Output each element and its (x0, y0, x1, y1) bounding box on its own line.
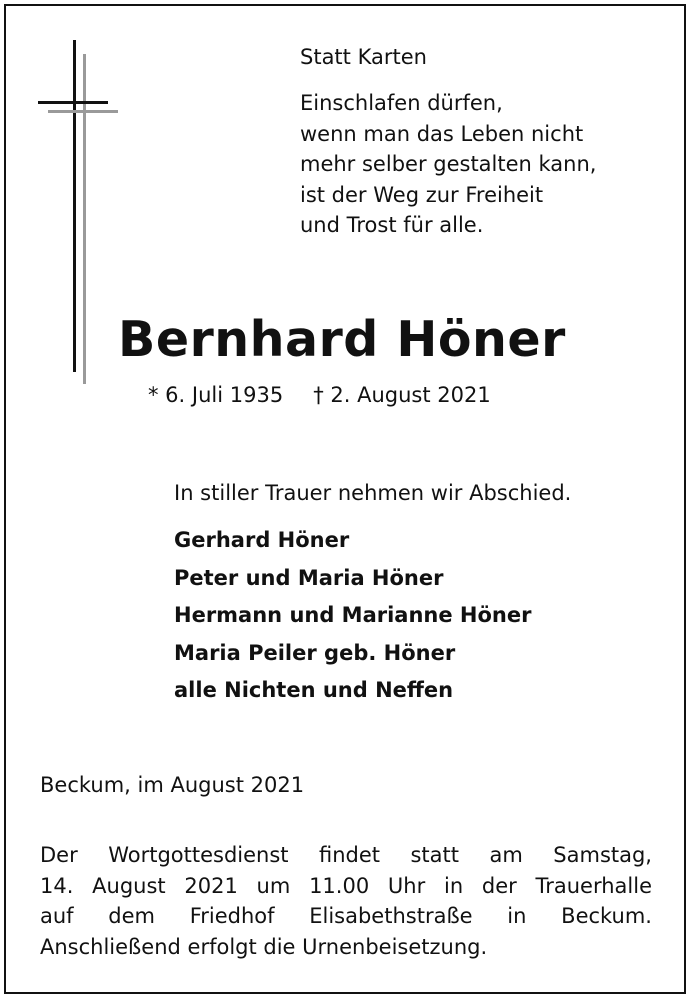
mourners-list (174, 522, 531, 710)
poem-line: ist der Weg zur Freiheit (300, 182, 544, 207)
mourner-entry: Hermann und Marianne Höner (174, 603, 532, 627)
mourner-entry: Maria Peiler geb. Höner (174, 640, 456, 665)
service-line: Der Wortgottesdienst findet statt am Samstag, (40, 843, 652, 867)
poem-line: Einschlafen dürfen, (300, 91, 503, 115)
deceased-name: Bernhard Höner (118, 311, 566, 368)
cross-horizontal-gray-bar (48, 110, 118, 113)
service-info (40, 840, 652, 962)
mourning-intro: In stiller Trauer nehmen wir Abschied. (174, 481, 572, 505)
mourner-entry: alle Nichten und Neffen (174, 678, 454, 702)
poem-line: wenn man das Leben nicht (300, 121, 584, 146)
poem (300, 88, 596, 241)
cross-horizontal-black-bar (38, 101, 108, 104)
poem-line: und Trost für alle. (300, 213, 484, 237)
poem-line: mehr selber gestalten kann, (300, 152, 597, 176)
cross-vertical-black-bar (73, 40, 76, 372)
birth-date: * 6. Juli 1935 (148, 383, 284, 407)
service-line: Anschließend erfolgt die Urnenbeisetzung. (40, 934, 488, 959)
service-line: auf dem Friedhof Elisabethstraße in Beckum. (40, 904, 652, 928)
mourner-entry: Peter und Maria Höner (174, 565, 444, 590)
death-date: † 2. August 2021 (313, 383, 491, 407)
life-dates (148, 383, 491, 407)
obituary-frame (4, 4, 686, 994)
service-line: 14. August 2021 um 11.00 Uhr in der Trauerhalle (40, 873, 652, 898)
place-date: Beckum, im August 2021 (40, 773, 305, 797)
statt-karten-label: Statt Karten (300, 45, 427, 69)
mourner-entry: Gerhard Höner (174, 528, 350, 552)
